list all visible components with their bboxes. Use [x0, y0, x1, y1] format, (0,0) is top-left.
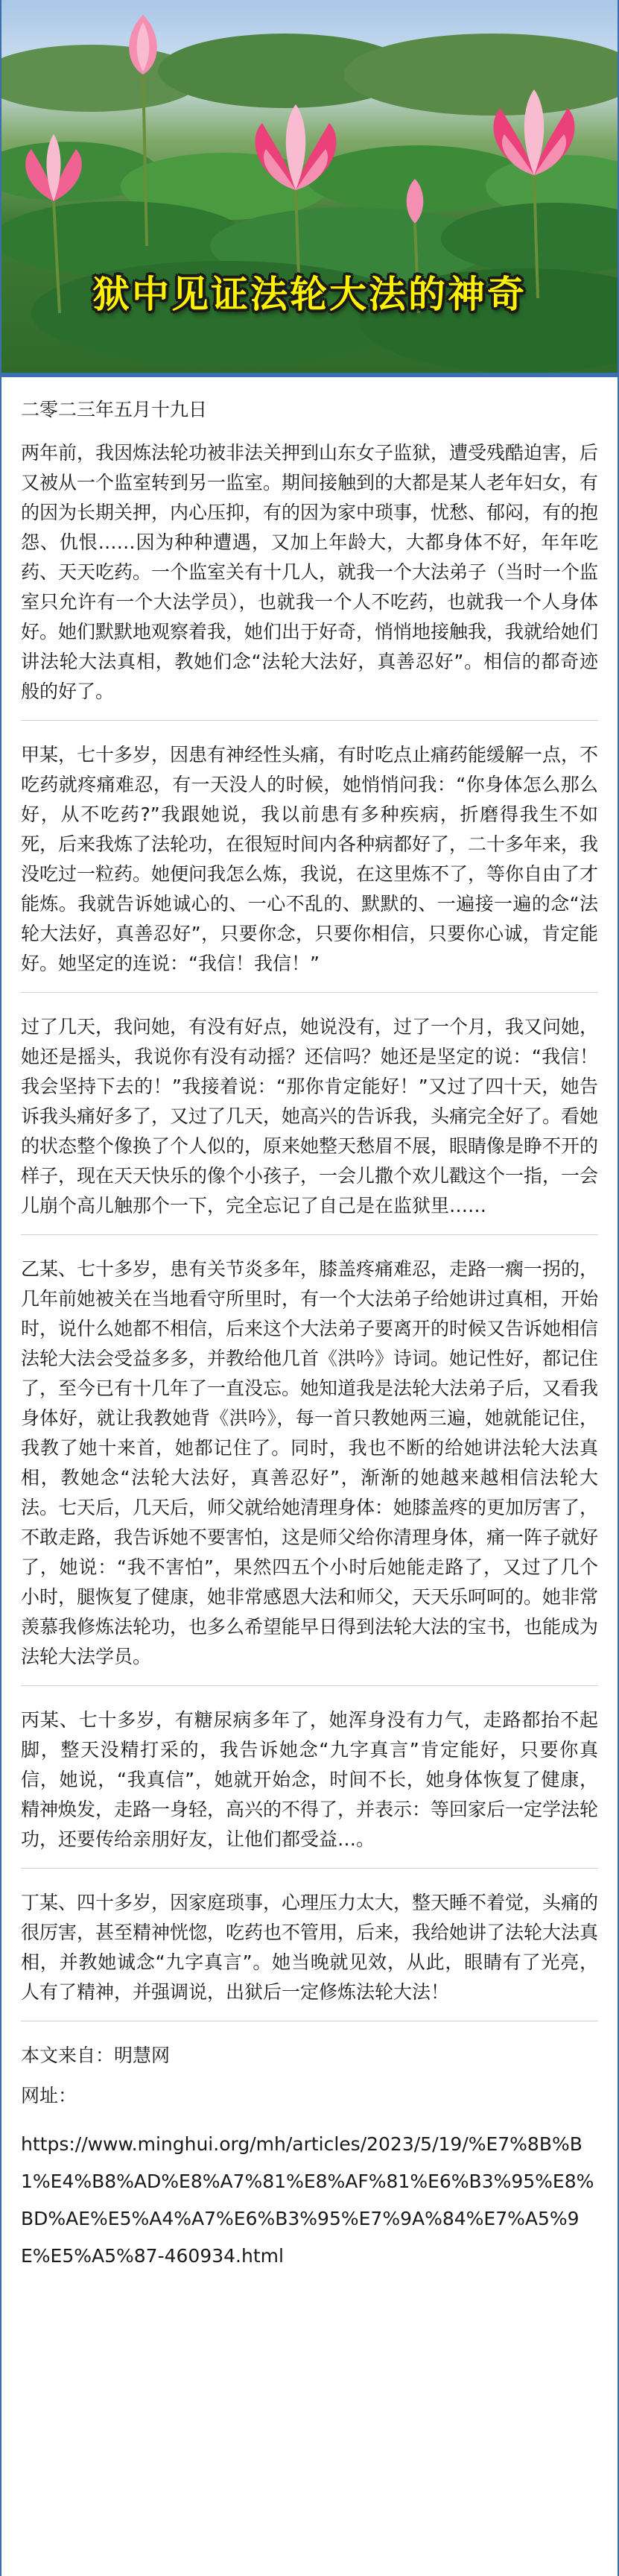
article-url: https://www.minghui.org/mh/articles/2023/5/19/%E7%8B%B1%E4%B8%AD%E8%A7%81%E8%AF%81%E6%B3%95%E8%BD%AE%E5%A4%A7%E6%B3%95%E7%9A%84%E7%A5%9E%E5%A5%87-460934.html — [21, 2133, 594, 2267]
article-paragraph: 过了几天，我问她，有没有好点，她说没有，过了一个月，我又问她，她还是摇头，我说你有没有动摇？还信吗？她还是坚定的说：“我信！我会坚持下去的！”我接着说：“那你肯定能好！”又过了四十天，她告诉我头痛好多了，又过了几天，她高兴的告诉我，头痛完全好了。看她的状态整个像换了个人似的，原来她整天愁眉不展，眼睛像是睁不开的样子，现在天天快乐的像个小孩子，一会儿撒个欢儿戳这个一指，一会儿崩个高儿触那个一下，完全忘记了自己是在监狱里…… — [21, 1012, 598, 1235]
article-paragraph: 乙某、七十多岁，患有关节炎多年，膝盖疼痛难忍，走路一瘸一拐的，几年前她被关在当地看守所里时，有一个大法弟子给她讲过真相，开始时，说什么她都不相信，后来这个大法弟子要离开的时候又告诉她相信法轮大法会受益多多，并教给他几首《洪吟》诗词。她记性好，都记住了，至今已有十几年了一直没忘。她知道我是法轮大法弟子后，又看我身体好，就让我教她背《洪吟》，每一首只教她两三遍，她就能记住，我教了她十来首，她都记住了。同时，我也不断的给她讲法轮大法真相，教她念“法轮大法好，真善忍好”，渐渐的她越来越相信法轮大法。七天后，几天后，师父就给她清理身体：她膝盖疼的更加厉害了，不敢走路，我告诉她不要害怕，这是师父给你清理身体，痛一阵子就好了，她说：“我不害怕”，果然四五个小时后她能走路了，又过了几个小时，腿恢复了健康，她非常感恩大法和师父，天天乐呵呵的。她非常羡慕我修炼法轮功，也多么希望能早日得到法轮大法的宝书，也能成为法轮大法学员。 — [21, 1254, 598, 1686]
article-paragraph: 甲某，七十多岁，因患有神经性头痛，有时吃点止痛药能缓解一点，不吃药就疼痛难忍，有一天没人的时候，她悄悄问我：“你身体怎么那么好，从不吃药?”我跟她说，我以前患有多种疾病，折磨得我生不如死，后来我炼了法轮功，在很短时间内各种病都好了，二十多年来，我没吃过一粒药。她便问我怎么炼，我说，在这里炼不了，等你自由了才能炼。我就告诉她诚心的、一心不乱的、默默的、一遍接一遍的念“法轮大法好，真善忍好”，只要你念，只要你相信，只要你心诚，肯定能好。她坚定的连说：“我信！我信！” — [21, 740, 598, 993]
banner-title: 狱中见证法轮大法的神奇 — [92, 273, 527, 316]
article-source: 本文来自：明慧网 — [21, 2045, 171, 2066]
article-paragraph: 丙某、七十多岁，有糖尿病多年了，她浑身没有力气，走路都抬不起脚，整天没精打采的，我告诉她念“九字真言”肯定能好，只要你真信，她说，“我真信”，她就开始念，时间不长，她身体恢复了健康，精神焕发，走路一身轻，高兴的不得了，并表示：等回家后一定学法轮功，还要传给亲朋好友，让他们都受益…。 — [21, 1705, 598, 1869]
article-paragraph: 丁某、四十多岁，因家庭琐事，心理压力太大，整天睡不着觉，头痛的很厉害，甚至精神恍惚，吃药也不管用，后来，我给她讲了法轮大法真相，并教她诚念“九字真言”。她当晚就见效，从此，眼睛有了光亮，人有了精神，并强调说，出狱后一定修炼法轮大法！ — [21, 1888, 598, 2021]
lotus-banner — [1, 0, 618, 377]
url-label: 网址： — [21, 2085, 77, 2106]
article-paragraph: 两年前，我因炼法轮功被非法关押到山东女子监狱，遭受残酷迫害，后又被从一个监室转到另一监室。期间接触到的大都是某人老年妇女，有的因为长期关押，内心压抑，有的因为家中琐事，忧愁、郁闷，有的抱怨、仇恨……因为种种遭遇，又加上年龄大，大都身体不好，年年吃药、天天吃药。一个监室关有十几人，就我一个大法弟子（当时一个监室只允许有一个大法学员），也就我一个人不吃药，也就我一个人身体好。她们默默地观察着我，她们出于好奇，悄悄地接触我，我就给她们讲法轮大法真相，教她们念“法轮大法好，真善忍好”。相信的都奇迹般的好了。 — [21, 438, 598, 721]
article-body — [1, 377, 618, 2275]
article-date: 二零二三年五月十九日 — [21, 399, 208, 420]
